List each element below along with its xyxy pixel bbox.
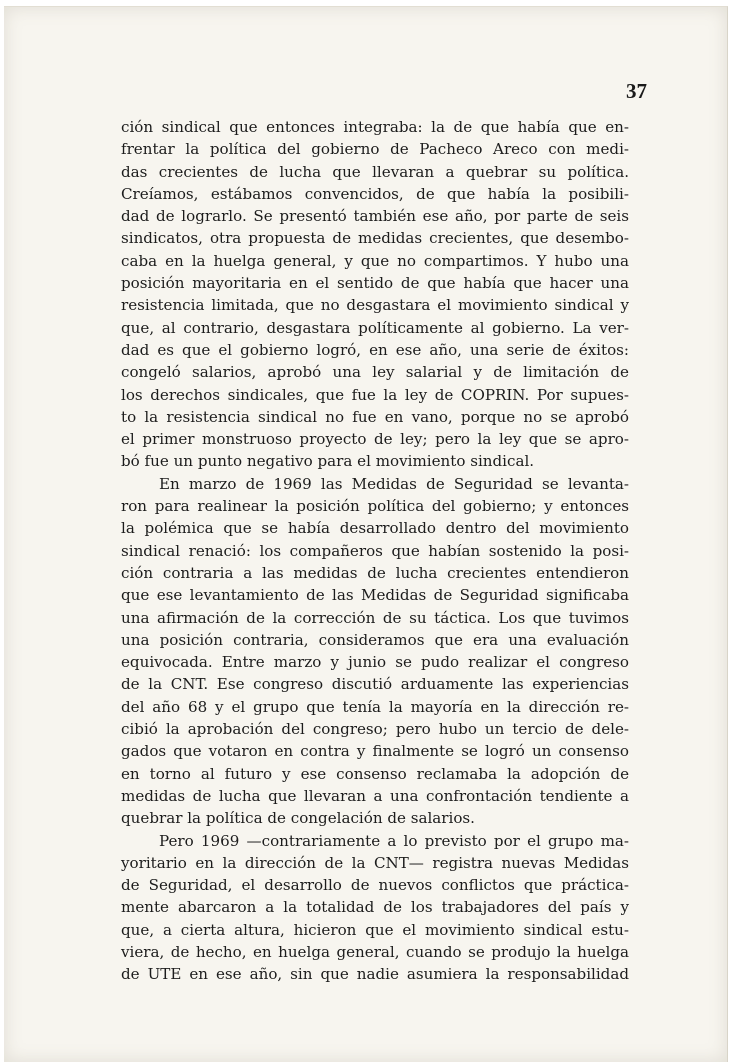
text-line: ron para realinear la posición política del gobierno; y entonces bbox=[121, 497, 629, 516]
text-line: yoritario en la dirección de la CNT— registra nuevas Medidas bbox=[121, 853, 629, 872]
text-line: medidas de lucha que llevaran a una confrontación tendiente a bbox=[121, 786, 629, 805]
text-line: sindical renació: los compañeros que habían sostenido la posi- bbox=[121, 541, 629, 560]
text-line: bó fue un punto negativo para el movimiento sindical. bbox=[121, 452, 535, 471]
text-line: ción sindical que entonces integraba: la de que había que en- bbox=[121, 118, 629, 136]
text-line: cibió la aprobación del congreso; pero hubo un tercio de dele- bbox=[121, 720, 629, 739]
text-line: de UTE en ese año, sin que nadie asumiera la responsabilidad bbox=[121, 965, 629, 984]
text-line: equivocada. Entre marzo y junio se pudo realizar el congreso bbox=[121, 653, 629, 672]
text-line: de la CNT. Ese congreso discutió arduamente las experiencias bbox=[121, 675, 629, 694]
paragraph bbox=[121, 116, 629, 473]
text-line: de Seguridad, el desarrollo de nuevos conflictos que práctica- bbox=[121, 876, 629, 895]
book-page bbox=[4, 6, 728, 1062]
text-line: sindicatos, otra propuesta de medidas crecientes, que desembo- bbox=[121, 229, 629, 248]
paragraph bbox=[121, 473, 629, 830]
text-line: caba en la huelga general, y que no compartimos. Y hubo una bbox=[121, 251, 629, 270]
text-line: gados que votaron en contra y finalmente se logró un consenso bbox=[121, 742, 629, 761]
text-line: la polémica que se había desarrollado dentro del movimiento bbox=[121, 519, 629, 538]
page-number: 37 bbox=[626, 79, 647, 103]
text-line: resistencia limitada, que no desgastara el movimiento sindical y bbox=[121, 296, 629, 315]
text-line: en torno al futuro y ese consenso reclamaba la adopción de bbox=[121, 764, 629, 783]
text-line: das crecientes de lucha que llevaran a quebrar su política. bbox=[121, 162, 629, 181]
text-line: del año 68 y el grupo que tenía la mayoría en la dirección re- bbox=[121, 697, 629, 716]
text-line: Pero 1969 —contrariamente a lo previsto por el grupo ma- bbox=[159, 831, 629, 850]
text-line: una afirmación de la corrección de su táctica. Los que tuvimos bbox=[121, 608, 629, 627]
text-line: to la resistencia sindical no fue en vano, porque no se aprobó bbox=[121, 407, 629, 426]
text-line: Creíamos, estábamos convencidos, de que había la posibili- bbox=[121, 184, 629, 203]
text-line: viera, de hecho, en huelga general, cuando se produjo la huelga bbox=[121, 942, 629, 961]
text-line: una posición contraria, consideramos que era una evaluación bbox=[121, 630, 629, 649]
text-line: congeló salarios, aprobó una ley salarial y de limitación de bbox=[121, 363, 629, 382]
text-line: posición mayoritaria en el sentido de que había que hacer una bbox=[121, 274, 629, 293]
text-line: mente abarcaron a la totalidad de los trabajadores del país y bbox=[121, 898, 629, 917]
text-line: que, al contrario, desgastara políticamente al gobierno. La ver- bbox=[121, 318, 629, 337]
text-line: ción contraria a las medidas de lucha crecientes entendieron bbox=[121, 563, 629, 582]
text-line: En marzo de 1969 las Medidas de Seguridad se levanta- bbox=[159, 474, 629, 493]
text-line: que, a cierta altura, hicieron que el movimiento sindical estu- bbox=[121, 920, 629, 939]
text-line: frentar la política del gobierno de Pacheco Areco con medi- bbox=[121, 140, 629, 159]
paragraph bbox=[121, 830, 629, 986]
text-line: dad es que el gobierno logró, en ese año, una serie de éxitos: bbox=[121, 340, 629, 359]
text-line: los derechos sindicales, que fue la ley de COPRIN. Por supues- bbox=[121, 385, 629, 404]
text-line: el primer monstruoso proyecto de ley; pero la ley que se apro- bbox=[121, 430, 629, 449]
text-line: dad de lograrlo. Se presentó también ese año, por parte de seis bbox=[121, 207, 629, 226]
text-line: quebrar la política de congelación de salarios. bbox=[121, 809, 475, 828]
text-line: que ese levantamiento de las Medidas de Seguridad significaba bbox=[121, 586, 629, 605]
body-text bbox=[121, 116, 629, 986]
